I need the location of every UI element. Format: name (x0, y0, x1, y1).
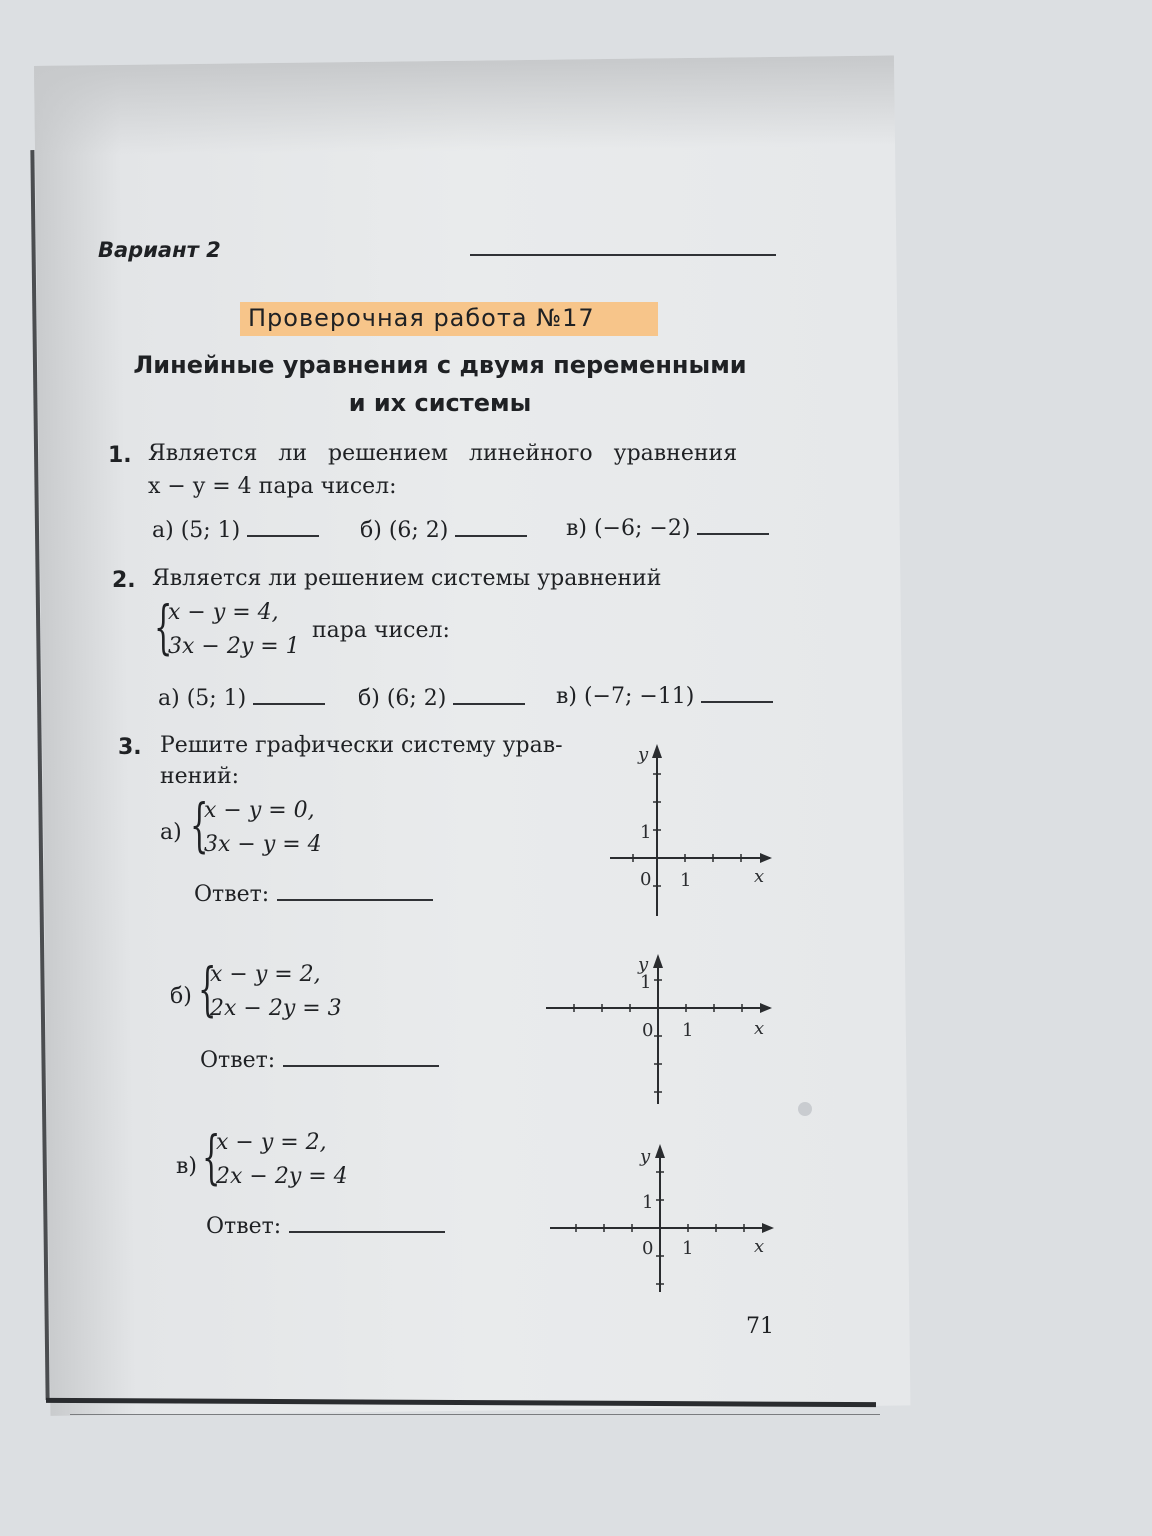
topic-line-2: и их системы (348, 389, 532, 417)
topic-line-1: Линейные уравнения с двумя переменными (133, 351, 747, 379)
task3b-label: б) (170, 984, 192, 1009)
bottom-rule-thin (70, 1414, 880, 1415)
task3-text2: нений: (160, 764, 240, 789)
task2-option-a (158, 686, 325, 711)
task1-blank-a[interactable] (247, 519, 319, 537)
task3c-eq2: 2x − 2y = 4 (216, 1164, 348, 1189)
task1-option-c (566, 516, 769, 541)
task2-blank-b[interactable] (453, 687, 525, 705)
task1-text2: x − y = 4 пара чисел: (148, 474, 397, 499)
task3a-eq2: 3x − y = 4 (204, 832, 322, 857)
task2-option-c-label: в) (−7; −11) (556, 684, 695, 709)
task3b-answer-label: Ответ: (200, 1048, 276, 1073)
task3b-answer (200, 1048, 439, 1073)
x-one-a: 1 (680, 870, 692, 891)
x-label-b: x (754, 1018, 765, 1039)
coordinate-plane-a[interactable] (600, 740, 780, 920)
y-arrow-a (652, 744, 662, 758)
task3-text1: Решите графически систему урав- (160, 733, 563, 758)
y-arrow-c (655, 1144, 665, 1158)
x-label-a: x (754, 866, 765, 887)
y-label-a: y (638, 744, 649, 765)
task3c-brace: { (202, 1123, 221, 1191)
task2-brace: { (154, 593, 173, 661)
y-one-a: 1 (640, 822, 652, 843)
task1-number: 1. (108, 443, 132, 468)
x-label-c: x (754, 1236, 765, 1257)
task1-option-b (360, 518, 527, 543)
x-one-c: 1 (682, 1238, 694, 1259)
task2-eq1: x − y = 4, (168, 600, 279, 625)
y-label-b: y (638, 954, 649, 975)
x-arrow-b (760, 1003, 772, 1013)
y-label-c: y (640, 1146, 651, 1167)
task3a-answer (194, 882, 433, 907)
task3a-answer-line[interactable] (277, 883, 433, 901)
topic-title (110, 346, 770, 422)
x-arrow-a (760, 853, 772, 863)
page-shadow (34, 55, 895, 155)
task2-blank-a[interactable] (253, 687, 325, 705)
task2-tail: пара чисел: (312, 618, 450, 643)
task3c-answer-line[interactable] (289, 1215, 445, 1233)
page-number: 71 (746, 1314, 774, 1339)
coordinate-plane-b[interactable] (540, 948, 780, 1108)
task3b-answer-line[interactable] (283, 1049, 439, 1067)
task2-option-a-label: а) (5; 1) (158, 686, 247, 711)
task1-option-b-label: б) (6; 2) (360, 518, 449, 543)
y-one-c: 1 (642, 1192, 654, 1213)
origin-a: 0 (640, 869, 652, 890)
task2-eq2: 3x − 2y = 1 (168, 634, 300, 659)
task1-option-a-label: а) (5; 1) (152, 518, 241, 543)
x-arrow-c (762, 1223, 774, 1233)
task2-blank-c[interactable] (701, 685, 773, 703)
task3c-eq1: x − y = 2, (216, 1130, 327, 1155)
work-title: Проверочная работа №17 (248, 304, 595, 332)
x-one-b: 1 (682, 1020, 694, 1041)
task2-option-b-label: б) (6; 2) (358, 686, 447, 711)
task3a-answer-label: Ответ: (194, 882, 270, 907)
task2-text: Является ли решением системы уравнений (152, 566, 662, 591)
task2-option-c (556, 684, 773, 709)
task3c-answer (206, 1214, 445, 1239)
task1-blank-c[interactable] (697, 517, 769, 535)
coordinate-plane-c[interactable] (544, 1136, 784, 1296)
y-arrow-b (653, 954, 663, 968)
task3b-eq2: 2x − 2y = 3 (210, 996, 342, 1021)
y-one-b: 1 (640, 972, 652, 993)
task3c-answer-label: Ответ: (206, 1214, 282, 1239)
task1-option-c-label: в) (−6; −2) (566, 516, 691, 541)
paper-spot (798, 1102, 812, 1116)
task3-number: 3. (118, 735, 142, 760)
name-line (470, 254, 776, 256)
task1-blank-b[interactable] (455, 519, 527, 537)
variant-label: Вариант 2 (98, 238, 221, 262)
task3b-brace: { (198, 955, 217, 1023)
task2-number: 2. (112, 568, 136, 593)
task3c-label: в) (176, 1154, 197, 1179)
origin-c: 0 (642, 1238, 654, 1259)
task2-option-b (358, 686, 525, 711)
task1-option-a (152, 518, 319, 543)
task3b-eq1: x − y = 2, (210, 962, 321, 987)
origin-b: 0 (642, 1020, 654, 1041)
task3a-brace: { (190, 791, 209, 859)
task1-text1: Является ли решением линейного уравнения (148, 441, 738, 466)
task3a-eq1: x − y = 0, (204, 798, 315, 823)
task3a-label: а) (160, 820, 182, 845)
